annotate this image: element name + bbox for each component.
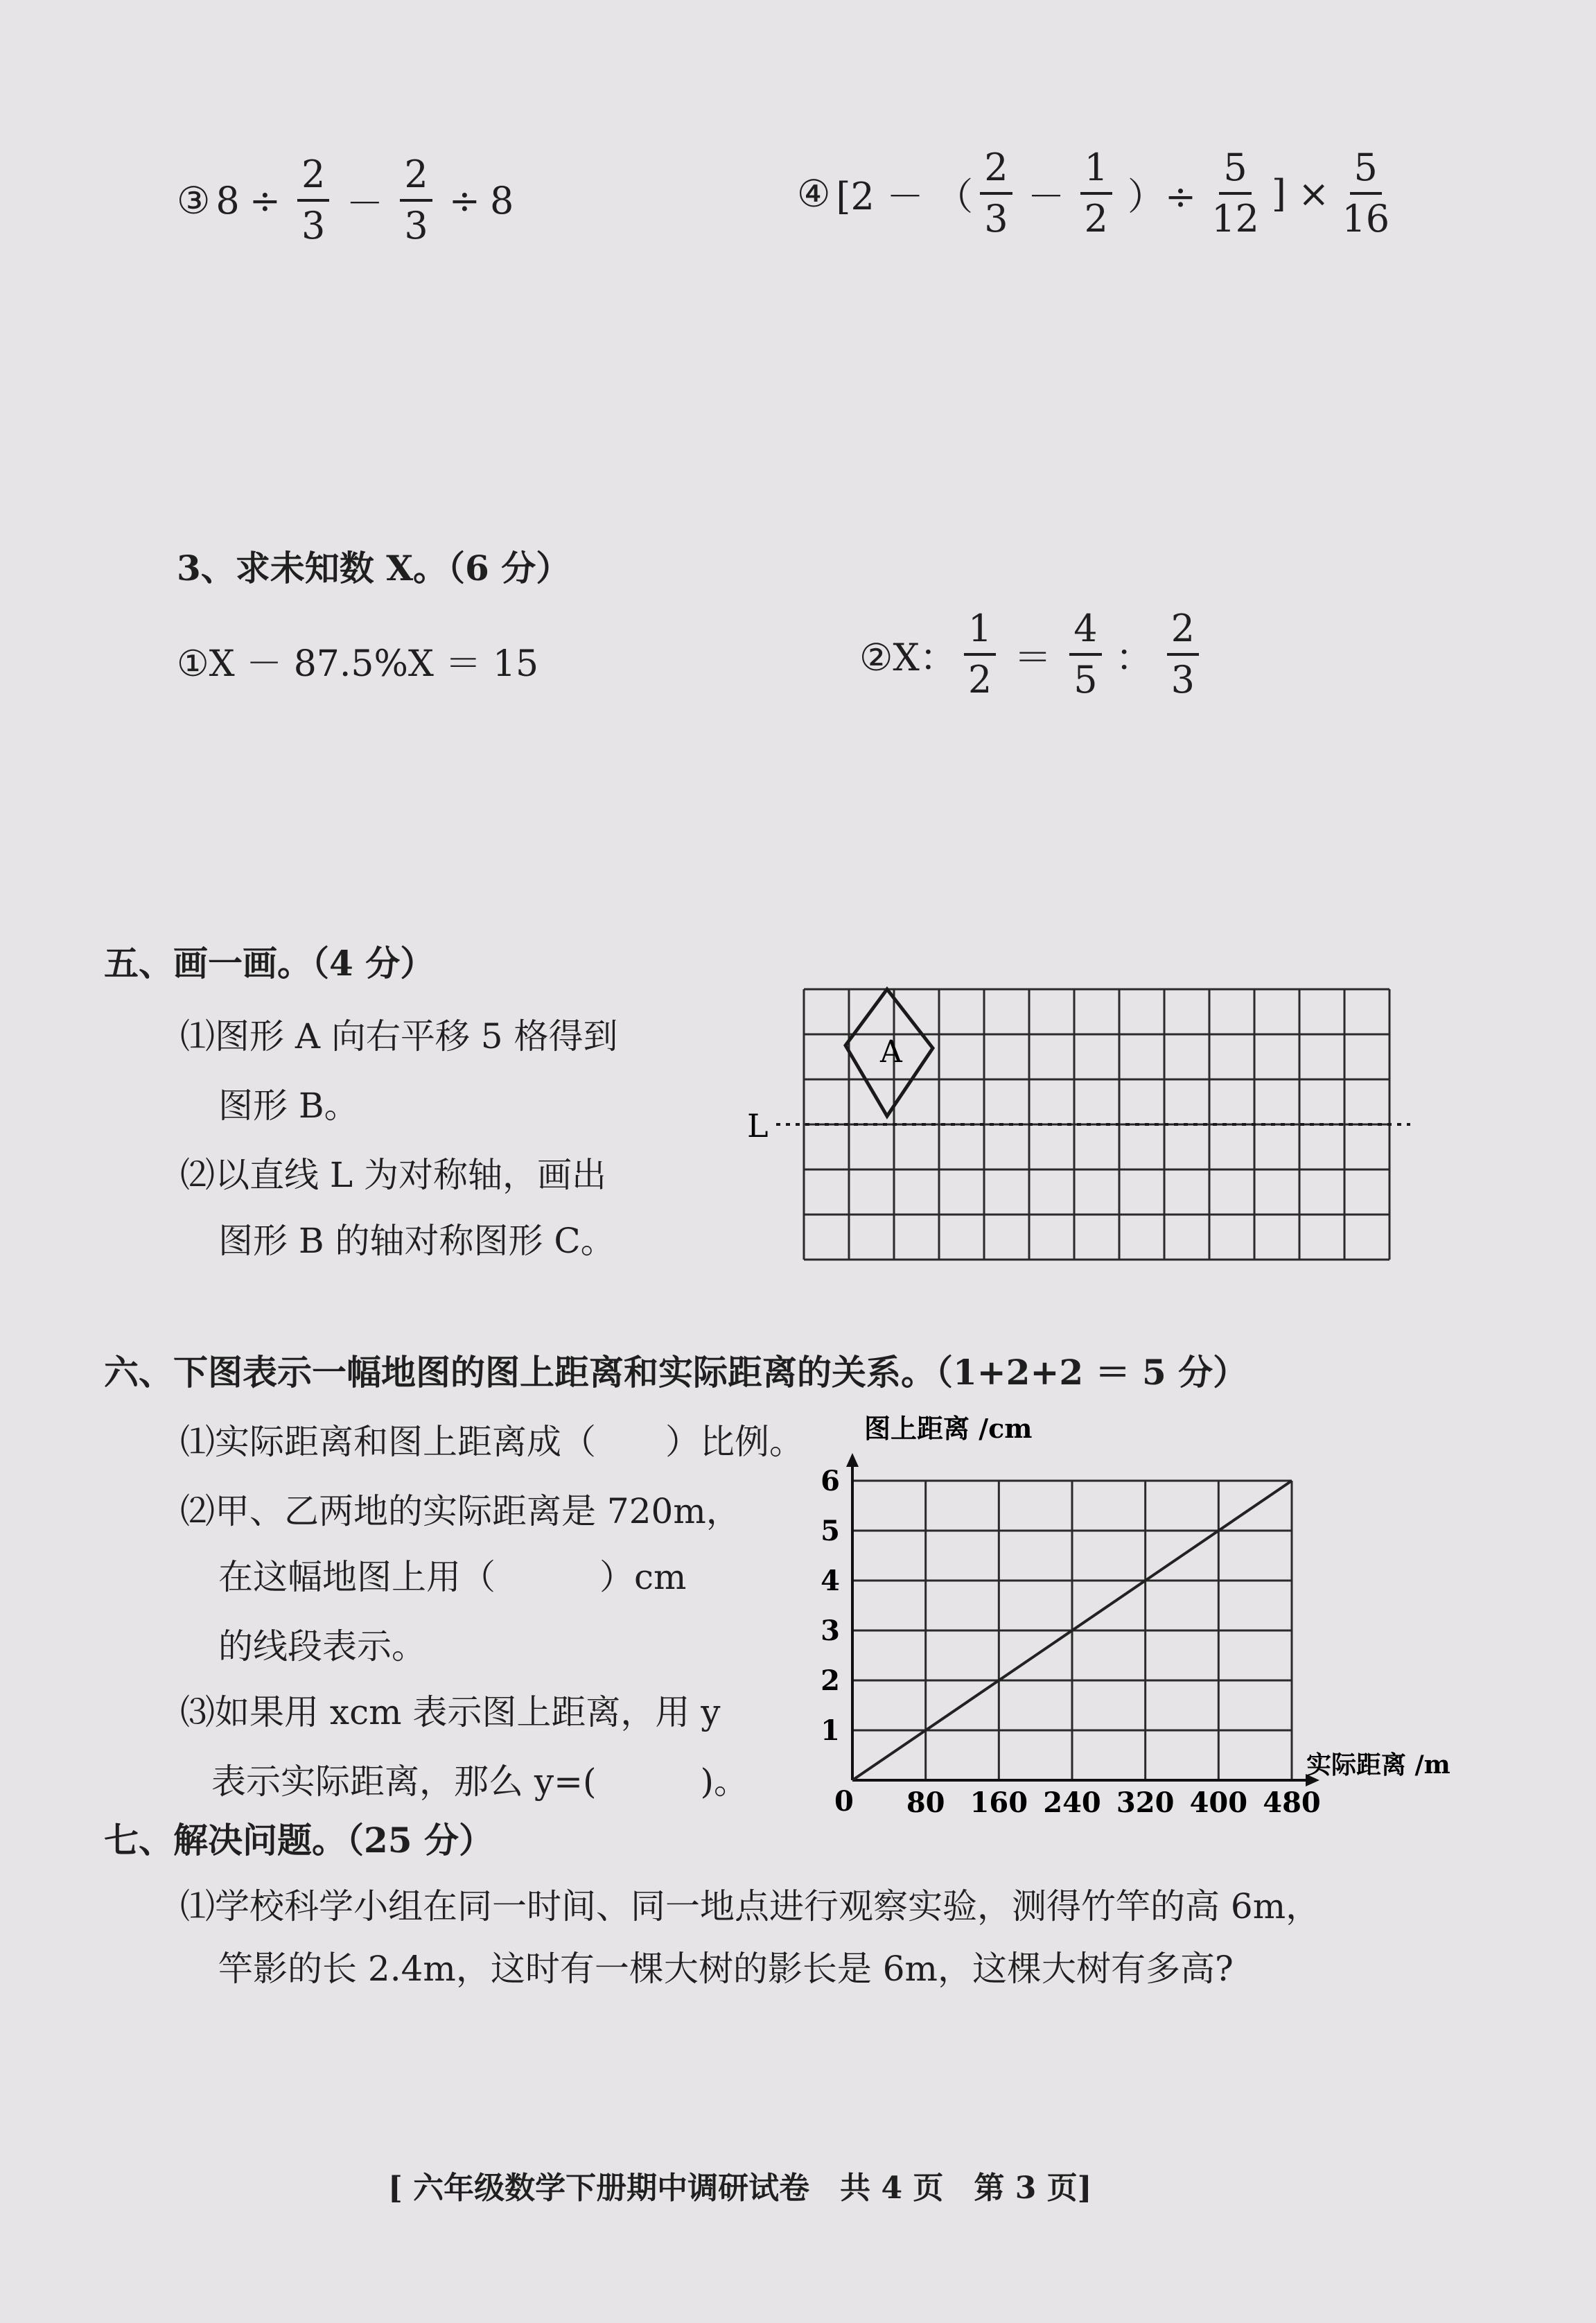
y-tick-label: 3 [821,1615,840,1647]
fraction: $\frac{1}{2}$ [964,610,996,699]
y-tick-label: 4 [821,1565,840,1597]
y-tick-label: 6 [821,1465,840,1497]
fraction: $\frac{2}{3}$ [400,156,432,245]
section5-q1-line1: ⑴图形 A 向右平移 5 格得到 [180,1016,618,1056]
fraction: $\frac{5}{12}$ [1211,146,1259,241]
y-tick-label: 1 [821,1714,840,1747]
solve-title: 3、求未知数 X。（6 分） [177,548,571,589]
x-tick-label: 480 [1263,1786,1321,1819]
axis-label-l: L [747,1107,769,1145]
section7-q1-line1: ⑴学校科学小组在同一时间、同一地点进行观察实验，测得竹竿的高 6m， [180,1886,1321,1926]
chart-origin-label: 0 [834,1785,854,1818]
solve-equation-1: ①X － 87.5%X ＝ 15 [177,643,539,685]
chart-x-label: 实际距离 /m [1306,1750,1450,1780]
shape-label-a: A [880,1034,902,1070]
fraction: $\frac{2}{3}$ [297,156,329,245]
fraction: $\frac{2}{3}$ [1167,610,1199,699]
section6-q2-line2: 在这幅地图上用（ ）cm [218,1557,687,1597]
section5-q1-line2: 图形 B。 [218,1086,359,1126]
section5-title: 五、画一画。（4 分） [104,943,435,984]
section5-q2-line2: 图形 B 的轴对称图形 C。 [218,1221,615,1261]
problem-number: ③ [177,178,211,223]
solve-equation-2: ②X： $\frac{1}{2}$ ＝ $\frac{4}{5}$ ： $\frac{2}{3}$ [859,610,1206,699]
section6-q2-line3: 的线段表示。 [218,1626,426,1667]
page-footer: [ 六年级数学下册期中调研试卷 共 4 页 第 3 页] [388,2170,1092,2206]
calc-problem-4: ④ [2 － （ $\frac{2}{3}$ － $\frac{1}{2}$ ）÷ $\frac{5}{12}$ ] × $\frac{5}{16}$ [797,146,1390,241]
section6-title: 六、下图表示一幅地图的图上距离和实际距离的关系。（1+2+2 ＝ 5 分） [104,1352,1248,1393]
y-tick-label: 2 [821,1664,840,1697]
x-tick-label: 320 [1116,1786,1175,1819]
fraction: $\frac{1}{2}$ [1080,149,1112,238]
y-tick-label: 5 [821,1515,840,1547]
section7-title: 七、解决问题。（25 分） [104,1820,493,1861]
x-tick-label: 400 [1189,1786,1248,1819]
fraction: $\frac{5}{16}$ [1342,146,1390,241]
y-axis-arrow [846,1453,859,1467]
fraction: $\frac{4}{5}$ [1069,610,1101,699]
problem-number: ④ [797,171,831,216]
drawing-grid [735,971,1421,1310]
x-tick-label: 160 [970,1786,1028,1819]
section6-q3-line2: 表示实际距离，那么 y=( )。 [211,1761,749,1802]
section6-q3-line1: ⑶如果用 xcm 表示图上距离，用 y [180,1692,721,1732]
chart-y-label: 图上距离 /cm [864,1413,1033,1444]
fraction: $\frac{2}{3}$ [980,149,1012,238]
x-tick-label: 80 [906,1786,945,1819]
chart-ticks [821,1465,1321,1819]
section7-q1-line2: 竿影的长 2.4m，这时有一棵大树的影长是 6m，这棵大树有多高? [218,1949,1234,1989]
distance-chart [811,1407,1476,1837]
section5-q2-line1: ⑵以直线 L 为对称轴，画出 [180,1155,606,1195]
section6-q1: ⑴实际距离和图上距离成（ ）比例。 [180,1422,804,1462]
calc-problem-3: ③ 8 ÷ $\frac{2}{3}$ － $\frac{2}{3}$ ÷ 8 [177,153,514,247]
x-tick-label: 240 [1043,1786,1101,1819]
section6-q2-line1: ⑵甲、乙两地的实际距离是 720m， [180,1491,741,1531]
